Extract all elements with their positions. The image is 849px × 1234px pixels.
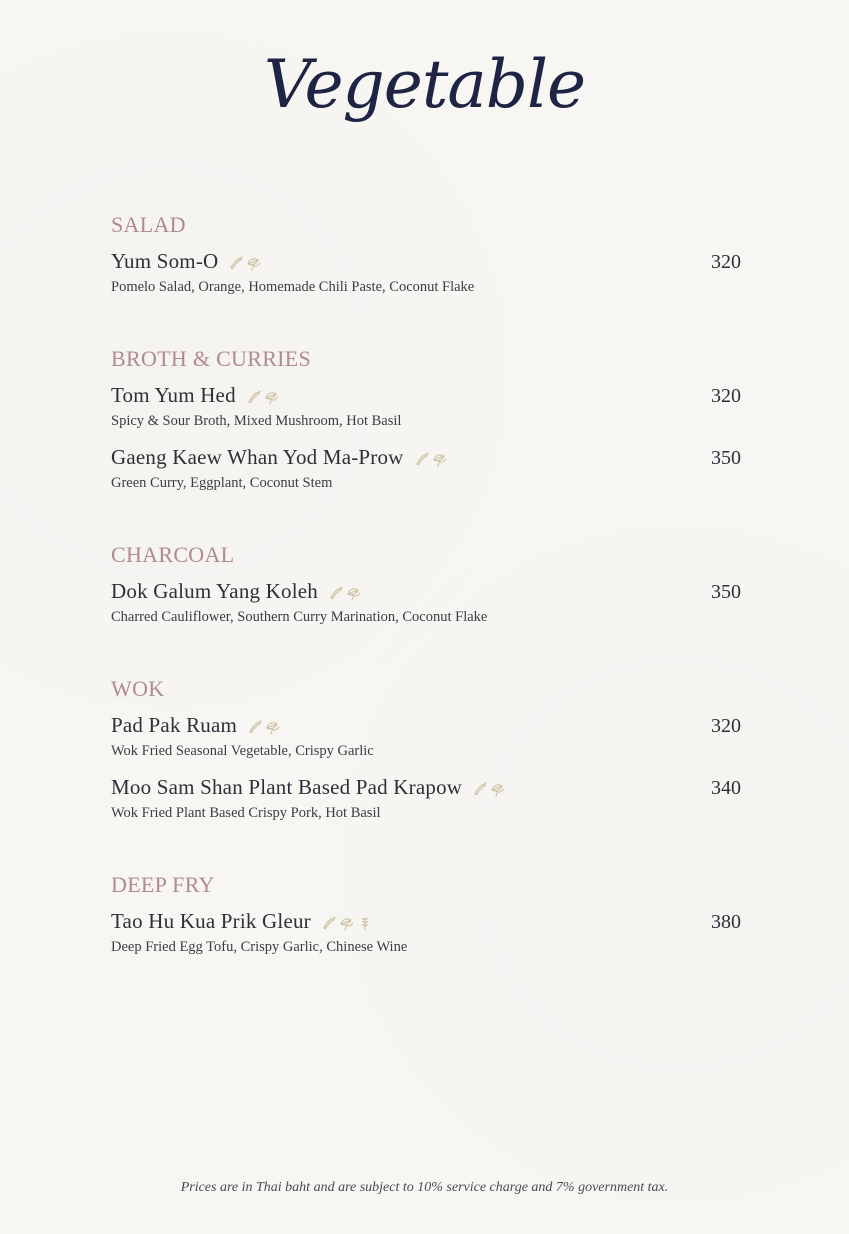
menu-item-name: Gaeng Kaew Whan Yod Ma-Prow (111, 445, 404, 469)
menu-item-row (111, 581, 741, 602)
menu-item-heading (111, 385, 280, 406)
chili-icon (247, 719, 263, 735)
menu-section (111, 214, 741, 313)
menu-item-name: Dok Galum Yang Koleh (111, 579, 318, 603)
menu-item-row (111, 447, 741, 468)
menu-item (111, 447, 741, 509)
chili-icon (246, 389, 262, 405)
leaf-icon (346, 585, 362, 601)
page-title: Vegetable (263, 46, 586, 123)
menu-item-row (111, 777, 741, 798)
menu-item-row (111, 251, 741, 272)
leaf-icon (432, 451, 448, 467)
menu-item-name: Tao Hu Kua Prik Gleur (111, 909, 311, 933)
menu-item (111, 385, 741, 447)
menu-item (111, 911, 741, 973)
leaf-icon (339, 915, 355, 931)
section-title: WOK (111, 676, 165, 701)
dietary-icons (321, 915, 373, 931)
section-title: DEEP FRY (111, 872, 215, 897)
dietary-icons (472, 781, 506, 797)
menu-item-price: 320 (711, 251, 741, 273)
leaf-icon (490, 781, 506, 797)
menu-item-description: Wok Fried Plant Based Crispy Pork, Hot Basil (111, 805, 381, 821)
leaf-icon (265, 719, 281, 735)
menu-section (111, 348, 741, 509)
dietary-icons (247, 719, 281, 735)
menu-item-description: Pomelo Salad, Orange, Homemade Chili Paste, Coconut Flake (111, 279, 475, 295)
menu-item-heading (111, 911, 373, 932)
menu-item-description: Spicy & Sour Broth, Mixed Mushroom, Hot Basil (111, 413, 402, 429)
chili-icon (228, 255, 244, 271)
menu-item-name: Pad Pak Ruam (111, 713, 238, 737)
menu-item-heading (111, 251, 262, 272)
menu-item-price: 320 (711, 715, 741, 737)
menu-section (111, 678, 741, 839)
menu-item-row (111, 911, 741, 932)
section-title: SALAD (111, 212, 186, 237)
menu-section (111, 874, 741, 973)
dietary-icons (328, 585, 362, 601)
menu-item-name: Tom Yum Hed (111, 383, 236, 407)
price-footnote: Prices are in Thai baht and are subject to 10% service charge and 7% government tax. (180, 1180, 669, 1195)
menu-item (111, 715, 741, 777)
menu-item-heading (111, 777, 506, 798)
chili-icon (328, 585, 344, 601)
menu-item-row (111, 385, 741, 406)
leaf-icon (246, 255, 262, 271)
menu-item (111, 581, 741, 643)
menu-item-description: Charred Cauliflower, Southern Curry Marination, Coconut Flake (111, 609, 488, 625)
menu-item-price: 380 (711, 911, 741, 933)
dietary-icons (414, 451, 448, 467)
menu-item-heading (111, 715, 281, 736)
menu-item-row (111, 715, 741, 736)
menu-item-price: 320 (711, 385, 741, 407)
menu-item-heading (111, 581, 362, 602)
menu-item-description: Deep Fried Egg Tofu, Crispy Garlic, Chinese Wine (111, 939, 408, 955)
menu-item (111, 777, 741, 839)
wheat-icon (357, 915, 373, 931)
menu-item-price: 350 (711, 447, 741, 469)
menu-item-name: Moo Sam Shan Plant Based Pad Krapow (111, 775, 463, 799)
section-title: BROTH & CURRIES (111, 346, 312, 371)
menu-item-description: Wok Fried Seasonal Vegetable, Crispy Garlic (111, 743, 374, 759)
section-title: CHARCOAL (111, 542, 235, 567)
chili-icon (472, 781, 488, 797)
menu-item-price: 340 (711, 777, 741, 799)
dietary-icons (228, 255, 262, 271)
menu-item-price: 350 (711, 581, 741, 603)
menu-item-description: Green Curry, Eggplant, Coconut Stem (111, 475, 333, 491)
menu-item-heading (111, 447, 448, 468)
chili-icon (321, 915, 337, 931)
leaf-icon (264, 389, 280, 405)
menu-item (111, 251, 741, 313)
chili-icon (414, 451, 430, 467)
menu-section (111, 544, 741, 643)
menu-item-name: Yum Som-O (111, 249, 219, 273)
dietary-icons (246, 389, 280, 405)
